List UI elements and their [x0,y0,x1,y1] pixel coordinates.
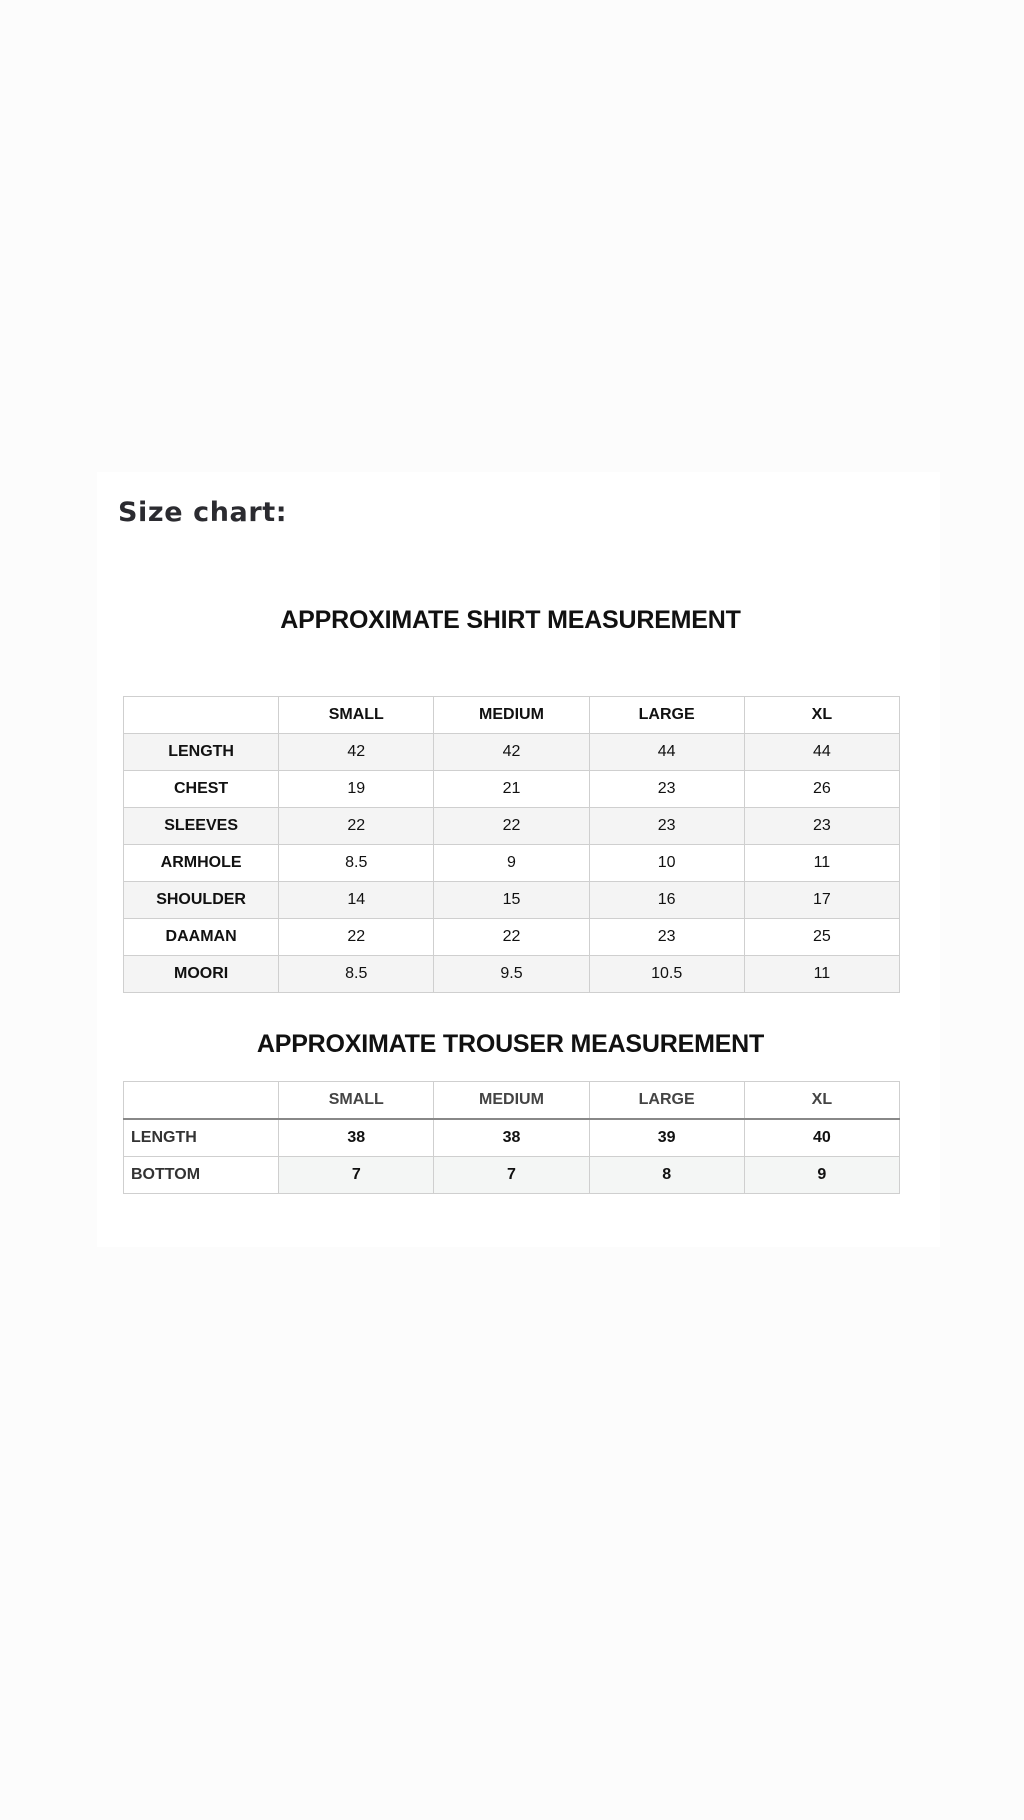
table-cell: 8.5 [279,845,434,882]
table-row [124,882,900,919]
row-label: CHEST [124,771,279,808]
column-header-small: SMALL [279,1082,434,1120]
table-cell: 23 [589,919,744,956]
table-cell: 14 [279,882,434,919]
table-cell: 15 [434,882,589,919]
table-cell: 40 [744,1119,899,1157]
table-cell: 11 [744,956,899,993]
table-cell: 7 [434,1157,589,1194]
table-cell: 22 [279,808,434,845]
table-cell: 17 [744,882,899,919]
row-label: SLEEVES [124,808,279,845]
table-cell: 21 [434,771,589,808]
table-header-row [124,1082,900,1120]
column-header [124,1082,279,1120]
table-row [124,845,900,882]
column-header-medium: MEDIUM [434,697,589,734]
row-label: LENGTH [124,1119,279,1157]
row-label: DAAMAN [124,919,279,956]
page-title: Size chart: [118,497,288,528]
table-cell: 25 [744,919,899,956]
table-cell: 23 [744,808,899,845]
column-header-large: LARGE [589,1082,744,1120]
table-cell: 9 [434,845,589,882]
row-label: ARMHOLE [124,845,279,882]
table-row [124,734,900,771]
column-header-xl: XL [744,697,899,734]
table-cell: 11 [744,845,899,882]
column-header-large: LARGE [589,697,744,734]
table-cell: 23 [589,771,744,808]
column-header-medium: MEDIUM [434,1082,589,1120]
table-cell: 7 [279,1157,434,1194]
table-cell: 42 [279,734,434,771]
table-header-row [124,697,900,734]
table-cell: 10 [589,845,744,882]
table-cell: 22 [434,808,589,845]
row-label: SHOULDER [124,882,279,919]
table-row [124,919,900,956]
table-cell: 19 [279,771,434,808]
table-cell: 44 [744,734,899,771]
table-cell: 38 [434,1119,589,1157]
row-label: BOTTOM [124,1157,279,1194]
table-row [124,1157,900,1194]
trouser-size-table [123,1081,900,1194]
table-cell: 10.5 [589,956,744,993]
column-header [124,697,279,734]
table-row [124,956,900,993]
table-row [124,1119,900,1157]
table-cell: 16 [589,882,744,919]
table-cell: 8.5 [279,956,434,993]
table-cell: 39 [589,1119,744,1157]
table-cell: 9 [744,1157,899,1194]
table-row [124,771,900,808]
table-cell: 8 [589,1157,744,1194]
shirt-size-table [123,696,900,993]
table-cell: 42 [434,734,589,771]
table-cell: 44 [589,734,744,771]
table-cell: 26 [744,771,899,808]
table-row [124,808,900,845]
table-cell: 9.5 [434,956,589,993]
row-label: LENGTH [124,734,279,771]
table-cell: 22 [434,919,589,956]
table-cell: 38 [279,1119,434,1157]
column-header-xl: XL [744,1082,899,1120]
table-cell: 23 [589,808,744,845]
row-label: MOORI [124,956,279,993]
shirt-measurement-heading: APPROXIMATE SHIRT MEASUREMENT [280,606,741,634]
table-cell: 22 [279,919,434,956]
column-header-small: SMALL [279,697,434,734]
trouser-measurement-heading: APPROXIMATE TROUSER MEASUREMENT [256,1030,765,1058]
